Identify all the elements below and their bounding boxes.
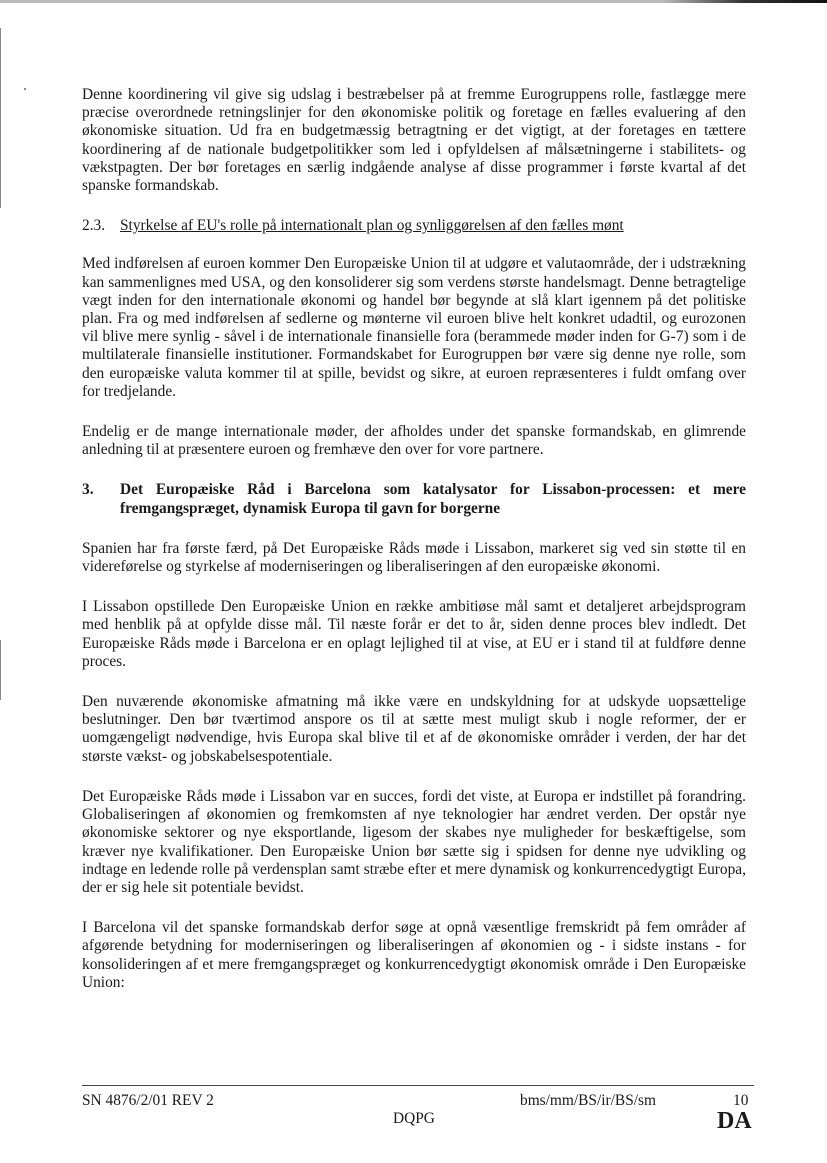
- paragraph: I Barcelona vil det spanske formandskab derfor søge at opnå væsentlige fremskridt på fem områder af afgørende betydning for moderniseringen og liberaliseringen af økonomien og - i sidste instans - for konsolideringen af et mere fremgangspræget og konkurrencedygtigt økonomisk område i Den Europæiske Union:: [82, 919, 746, 991]
- subsection-title: Styrkelse af EU's rolle på internationalt plan og synliggørelsen af den fælles mønt: [120, 217, 624, 235]
- document-body: [82, 80, 746, 1014]
- paragraph: I Lissabon opstillede Den Europæiske Union en række ambitiøse mål samt et detaljeret arbejdsprogram med henblik på at opfylde disse mål. Til næste forår er det to år, siden denne proces blev indledt. Det Europæiske Råds møde i Barcelona er en oplagt lejlighed til at vise, at EU er i stand til at fuldføre denne proces.: [82, 598, 746, 670]
- paragraph: Endelig er de mange internationale møder, der afholdes under det spanske formandskab, en glimrende anledning til at præsentere euroen og fremhæve den over for vore partnere.: [82, 423, 746, 459]
- language-code: DA: [717, 1108, 752, 1134]
- section-number: 3.: [82, 481, 94, 499]
- subsection-number: 2.3.: [82, 217, 106, 235]
- subsection-heading: [82, 217, 746, 235]
- paragraph: Denne koordinering vil give sig udslag i bestræbelser på at fremme Eurogruppens rolle, fastlægge mere præcise overordnede retningslinjer for den økonomiske politik og foretage en fælles evaluering af den økonomiske situation. Ud fra en budgetmæssig betragtning er det vigtigt, at der foretages en tættere koordinering af de nationale budgetpolitikker som led i opfyldelsen af målsætningerne i stabilitets- og vækstpagten. Der bør foretages en særlig indgående analyse af disse programmer i første kvartal af det spanske formandskab.: [82, 86, 746, 195]
- top-scan-edge: [0, 0, 827, 3]
- page-number: 10: [733, 1092, 749, 1109]
- paragraph: Med indførelsen af euroen kommer Den Europæiske Union til at udgøre et valutaområde, der i udstrækning kan sammenlignes med USA, og den konsoliderer sig som verdens største handelsmagt. Denne betragtelige vægt inden for den internationale økonomi og handel bør begynde at slå klart igennem på det politiske plan. Fra og med indførelsen af sedlerne og mønterne vil euroen blive helt konkret udadtil, og eurozonen vil blive mere synlig - såvel i de internationale finansielle fora (berammede møder inden for G-7) som i de multilaterale finansielle institutioner. Formandskabet for Eurogruppen bør være sig denne nye rolle, som den europæiske valuta kommer til at spille, bevidst og sikre, at euroen repræsenteres i fuldt omfang over for tredjelande.: [82, 255, 746, 400]
- paragraph: Det Europæiske Råds møde i Lissabon var en succes, fordi det viste, at Europa er indstillet på forandring. Globaliseringen af økonomien og fremkomsten af nye teknologier har ændret verden. Der opstår nye økonomiske sektorer og nye eksportlande, ligesom der skabes nye muligheder for beskæftigelse, som kræver nye kvalifikationer. Den Europæiske Union bør sætte sig i spidsen for denne nye udvikling og indtage en ledende rolle på verdensplan samt stræbe efter et mere dynamisk og konkurrencedygtigt Europa, der er sig hele sit potentiale bevidst.: [82, 787, 746, 896]
- footer-divider: [82, 1085, 754, 1086]
- section-title: Det Europæiske Råd i Barcelona som katalysator for Lissabon-processen: et mere fremgangspræget, dynamisk Europa til gavn for borgerne: [120, 481, 746, 517]
- scan-edge-mark: [0, 640, 1, 700]
- paragraph: Spanien har fra første færd, på Det Europæiske Råds møde i Lissabon, markeret sig ved sin støtte til en videreførelse og styrkelse af moderniseringen og liberaliseringen af den europæiske økonomi.: [82, 539, 746, 576]
- directorate-code: DQPG: [393, 1110, 435, 1127]
- author-initials: bms/mm/BS/ir/BS/sm: [520, 1092, 656, 1109]
- paragraph: Den nuværende økonomiske afmatning må ikke være en undskyldning for at udskyde uopsættelige beslutninger. Den bør tværtimod anspore os til at sætte mest muligt skub i nogle reformer, der er uomgængeligt nødvendige, hvis Europa skal blive til et af de økonomiske områder i verden, der har det største vækst- og jobskabelsespotentiale.: [82, 693, 746, 765]
- scan-speck: [24, 88, 26, 90]
- section-heading: [82, 481, 746, 517]
- document-reference: SN 4876/2/01 REV 2: [82, 1092, 214, 1109]
- scan-edge-mark: [0, 28, 1, 208]
